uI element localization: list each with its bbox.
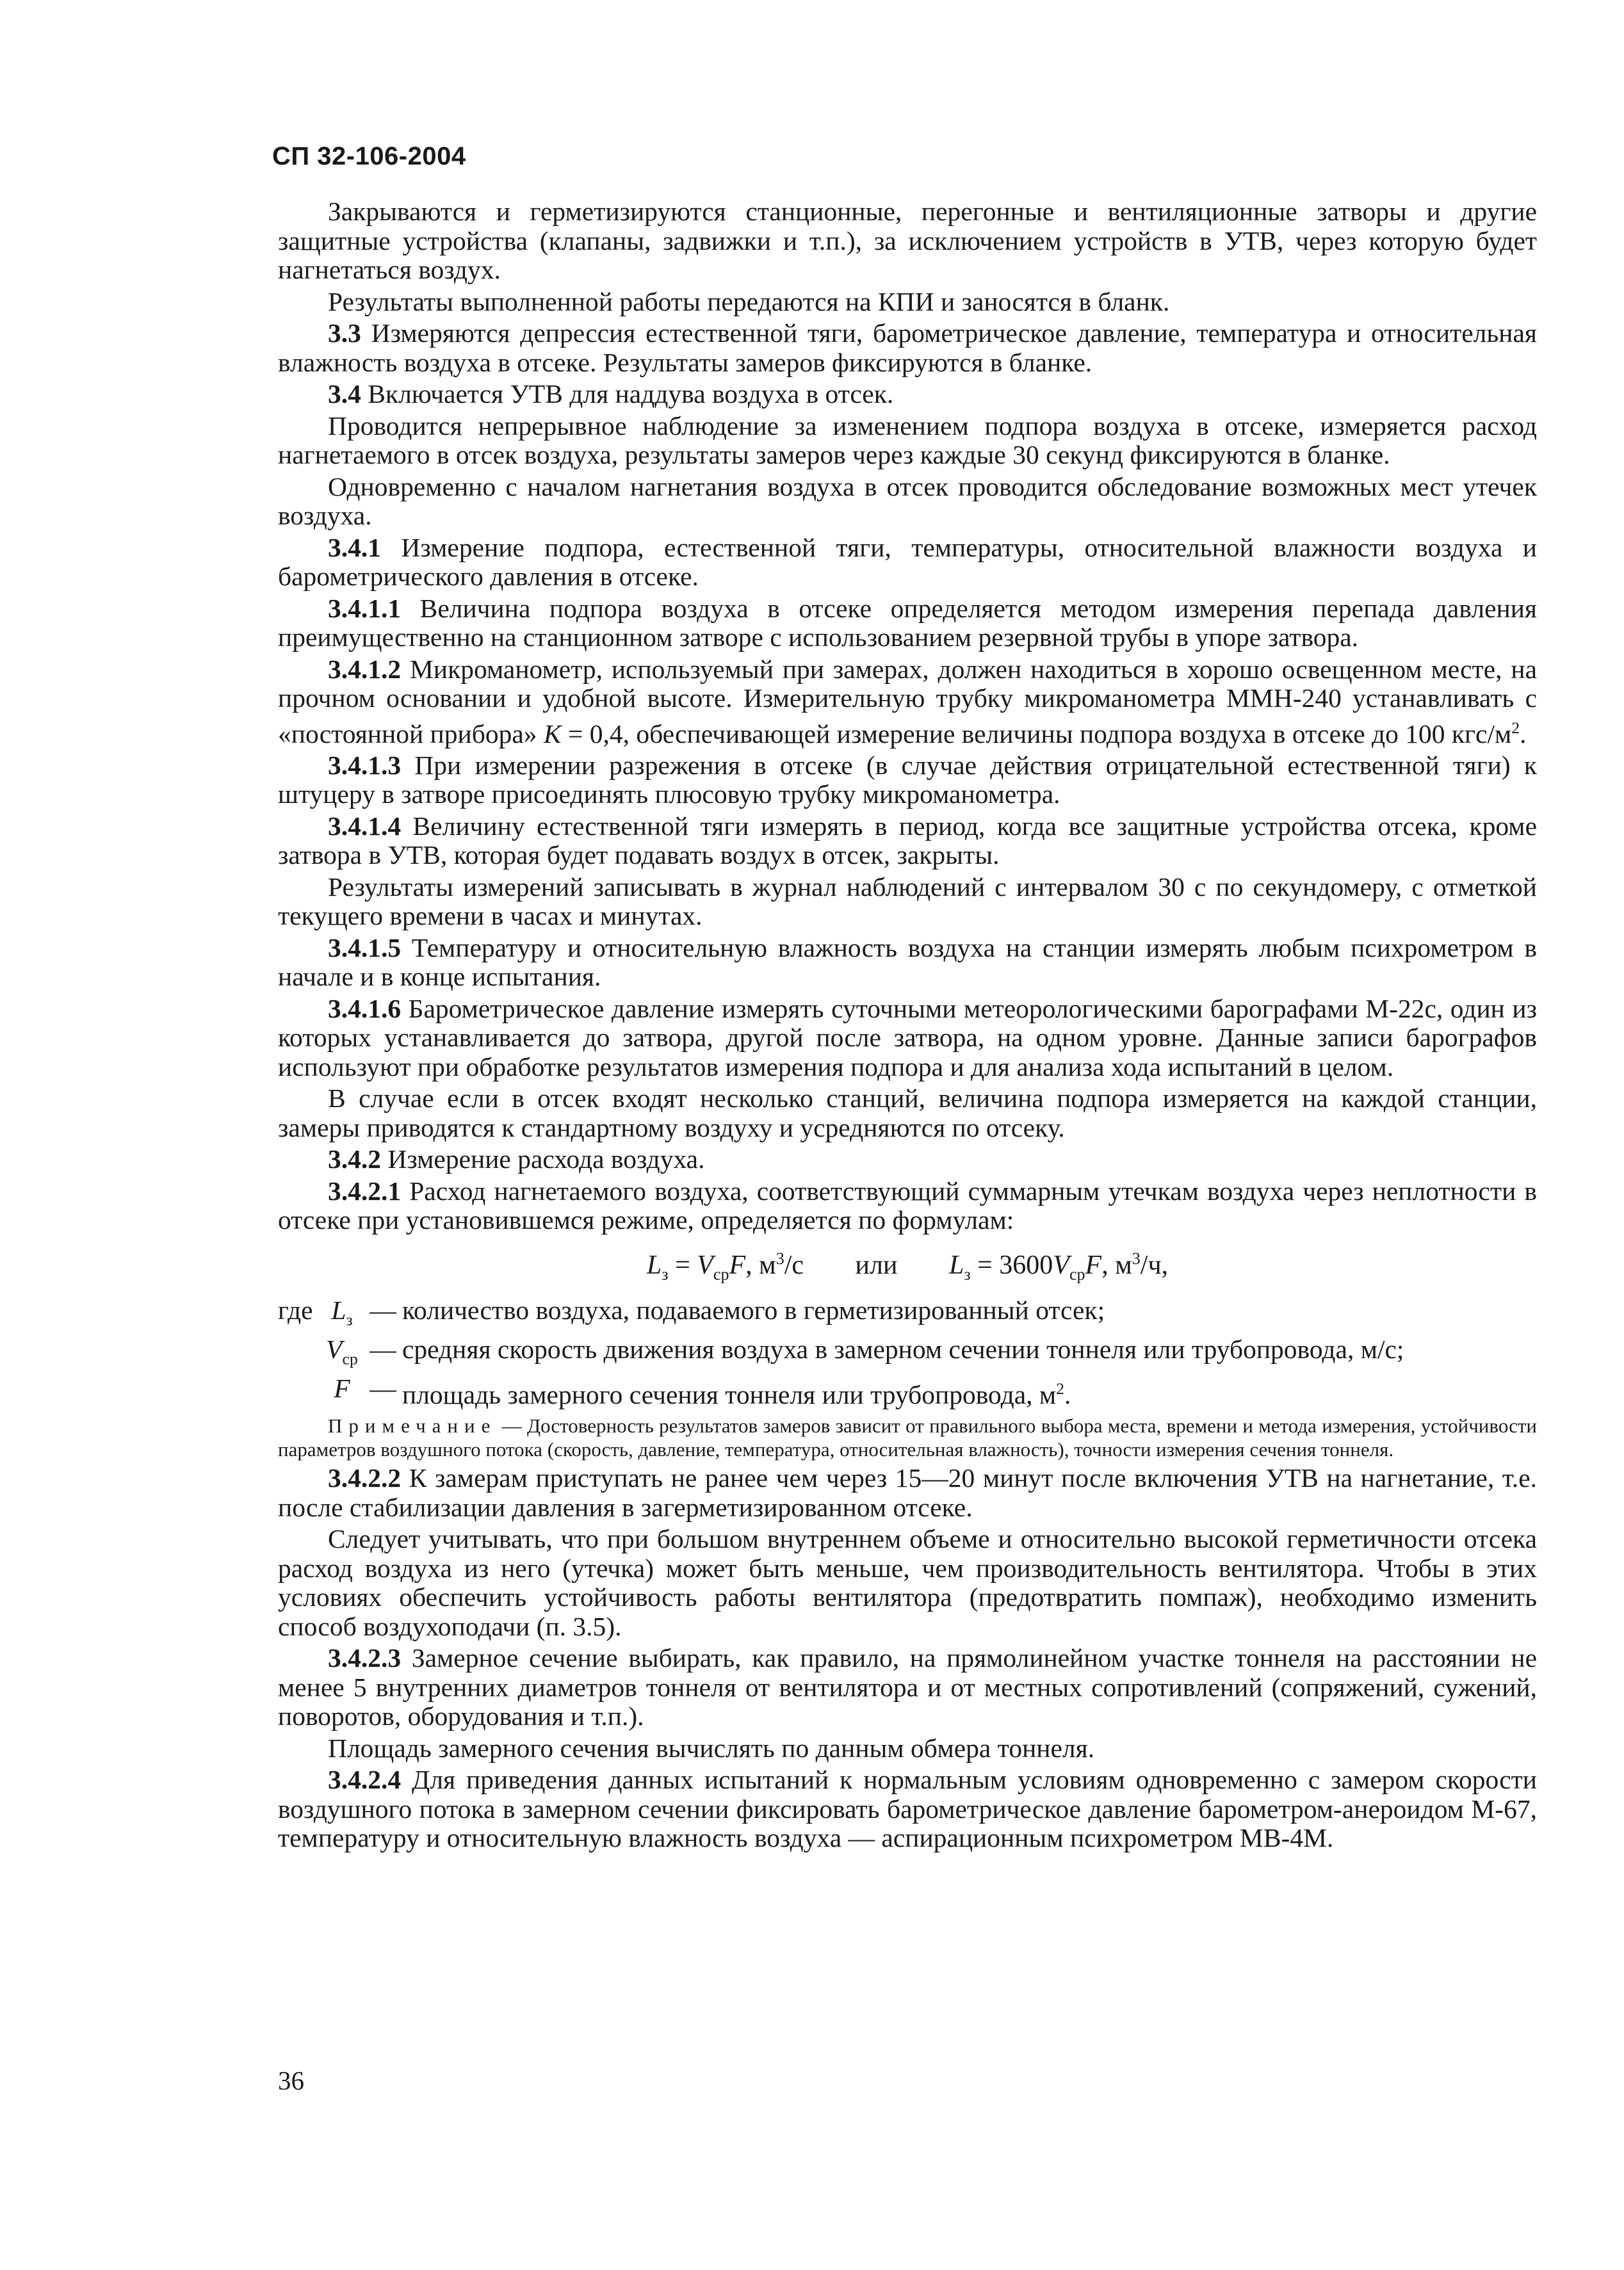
note-label: Примечание [328,1415,497,1438]
paragraph-text: Микроманометр, используемый при замерах, должен находиться в хорошо освещенном месте, на прочном основании и удобной высоте. Измерительную трубку микроманометра ММН-240 устанавливать с «постоянной прибора» [278,654,1537,749]
clause-number: 3.4.2.1 [328,1176,402,1206]
paragraph-text: Температуру и относительную влажность воздуха на станции измерять любым психрометром в начале и в конце испытания. [278,932,1537,992]
paragraph [278,1525,1537,1641]
clause-number: 3.4.1.4 [328,811,402,841]
clause-3-4-1-3 [278,751,1537,809]
symbol-l: L [646,1250,662,1280]
clause-number: 3.4.1.2 [328,654,402,684]
formula-unit: /ч, [1140,1250,1169,1280]
paragraph-text: Замерное сечение выбирать, как правило, на прямолинейном участке тоннеля на расстоянии не менее 5 внутренних диаметров тоннеля от вентилятора и от местных сопротивлений (сопряжений, сужений, поворотов, оборудования и т.п.). [278,1643,1537,1731]
clause-3-4-2-3 [278,1644,1537,1731]
paragraph-text: При измерении разрежения в отсеке (в случае действия отрицательной естественной тяги) к штуцеру в затворе присоединять плюсовую трубку микроманометра. [278,750,1537,809]
legend-dash: — [369,1374,396,1404]
clause-3-4-2 [278,1145,1537,1174]
paragraph-text: Расход нагнетаемого воздуха, соответствующий суммарным утечкам воздуха через неплотности в отсеке при установившемся режиме, определяется по формулам: [278,1176,1537,1235]
clause-3-4-1-2 [278,655,1537,749]
paragraph-text: Одновременно с началом нагнетания воздуха в отсек проводится обследование возможных мест утечек воздуха. [278,471,1537,530]
clause-number: 3.4.1.1 [328,593,402,623]
superscript: 2 [1056,1379,1065,1398]
clause-number: 3.4.1.5 [328,932,402,962]
formula-unit: , м [745,1250,776,1280]
legend-prefix: где [278,1295,313,1325]
legend-row [278,1295,1404,1334]
paragraph-text: Площадь замерного сечения вычислять по данным обмера тоннеля. [328,1733,1095,1763]
paragraph [278,412,1537,470]
paragraph-text: Результаты измерений записывать в журнал наблюдений с интервалом 30 с по секундомеру, с отметкой текущего времени в часах и минутах. [278,872,1537,931]
paragraph-text: Измерение расхода воздуха. [381,1144,705,1174]
symbol-v: V [697,1250,713,1280]
superscript: 3 [1132,1249,1141,1268]
clause-3-4-1 [278,533,1537,592]
clause-3-4-1-5 [278,934,1537,992]
formula-unit: , м [1101,1250,1132,1280]
clause-3-4-2-2 [278,1464,1537,1522]
paragraph [278,288,1537,317]
legend-text-end: . [1064,1380,1071,1410]
formula-per-second [647,1244,804,1289]
legend-text: средняя скорость движения воздуха в замерном сечении тоннеля или трубопровода, м/с; [402,1334,1404,1365]
paragraph-text: К замерам приступать не ранее чем через 15—20 минут после включения УТВ на нагнетание, т.е. после стабилизации давления в загерметизированном отсеке. [278,1463,1537,1522]
formula-operator: = [668,1250,697,1280]
superscript: 2 [1511,718,1520,737]
symbol-l: L [948,1250,964,1280]
symbol-l: L [331,1295,346,1325]
legend-dash: — [369,1295,396,1325]
subscript: ср [342,1349,358,1368]
symbol-v: V [326,1334,343,1365]
symbol-f: F [729,1250,746,1280]
symbol-f: F [1085,1250,1102,1280]
paragraph-text: В случае если в отсек входят несколько станций, величина подпора измеряется на каждой станции, замеры приводятся к стандартному воздуху и усредняются по отсеку. [278,1083,1537,1142]
subscript: з [964,1265,971,1284]
formula-legend [278,1295,1404,1410]
clause-number: 3.4.2 [328,1144,381,1174]
clause-number: 3.4.2.4 [328,1765,402,1795]
legend-symbol [320,1374,364,1410]
clause-3-4-2-1 [278,1177,1537,1235]
clause-3-4-1-6 [278,994,1537,1082]
paragraph-text: . [1520,718,1527,749]
formula-operator: = 3600 [970,1250,1053,1280]
paragraph-text: = 0,4, обеспечивающей измерение величины подпора воздуха в отсеке до 100 кгс/м [561,718,1512,749]
note [278,1414,1537,1461]
paragraph-text: Барометрическое давление измерять суточными метеорологическими барографами М-22с, один из которых устанавливается до затвора, другой после затвора, на одном уровне. Данные записи барографов используют при обработке результатов измерения подпора и для анализа хода испытаний в целом. [278,993,1537,1082]
legend-symbol [320,1334,364,1374]
paragraph [278,873,1537,931]
formula-or: или [855,1250,898,1280]
paragraph [278,1734,1537,1763]
subscript: ср [713,1265,729,1284]
clause-number: 3.3 [328,318,361,348]
paragraph-text: Величина подпора воздуха в отсеке определяется методом измерения перепада давления преимущественно на станционном затворе с использованием резервной трубы в упоре затвора. [278,593,1537,652]
paragraph-text: Включается УТВ для наддува воздуха в отсек. [361,379,894,409]
legend-dash: — [369,1334,396,1365]
paragraph-text: Закрываются и герметизируются станционные, перегонные и вентиляционные затворы и другие защитные устройства (клапаны, задвижки и т.п.), за исключением устройств в УТВ, через которую будет нагнетаться воздух. [278,197,1537,284]
clause-number: 3.4 [328,379,361,409]
paragraph-text: Результаты выполненной работы передаются на КПИ и заносятся в бланк. [328,286,1170,316]
clause-3-4 [278,380,1537,409]
paragraph-text: Величину естественной тяги измерять в период, когда все защитные устройства отсека, кроме затвора в УТВ, которая будет подавать воздух в отсек, закрыты. [278,811,1537,870]
clause-number: 3.4.1.6 [328,993,402,1023]
paragraph-text: Измеряются депрессия естественной тяги, барометрическое давление, температура и относительная влажность воздуха в отсеке. Результаты замеров фиксируются в бланке. [278,318,1537,377]
page-number: 36 [278,2066,304,2095]
paragraph [278,473,1537,531]
legend-text: количество воздуха, подаваемого в герметизированный отсек; [402,1295,1105,1325]
paragraph [278,1084,1537,1142]
clause-3-3 [278,319,1537,377]
clause-3-4-1-4 [278,812,1537,870]
document-body [278,197,1537,1856]
legend-row [278,1374,1404,1410]
clause-3-4-1-1 [278,594,1537,653]
document-code-header: СП 32-106-2004 [272,142,466,170]
superscript: 3 [775,1249,784,1268]
formula-unit: /с [784,1250,804,1280]
airflow-formula [278,1244,1537,1289]
clause-number: 3.4.2.2 [328,1463,402,1493]
legend-text-body: площадь замерного сечения тоннеля или трубопровода, м [402,1380,1057,1410]
paragraph [278,197,1537,285]
legend-symbol [320,1295,364,1334]
variable-k: K [543,718,562,749]
symbol-v: V [1053,1250,1069,1280]
legend-text [402,1374,1404,1410]
note-text: — Достоверность результатов замеров зависит от правильного выбора места, времени и метода измерения, устойчивости параметров воздушного потока (скорость, давление, температура, относительная влажность), точности измерения сечения тоннеля. [278,1415,1537,1461]
symbol-f: F [334,1374,350,1404]
subscript: з [346,1310,353,1329]
clause-3-4-2-4 [278,1765,1537,1853]
subscript: ср [1069,1265,1085,1284]
clause-number: 3.4.2.3 [328,1643,402,1673]
paragraph-text: Измерение подпора, естественной тяги, температуры, относительной влажности воздуха и барометрического давления в отсеке. [278,532,1537,591]
formula-per-hour [949,1244,1168,1289]
paragraph-text: Проводится непрерывное наблюдение за изменением подпора воздуха в отсеке, измеряется расход нагнетаемого в отсек воздуха, результаты замеров через каждые 30 секунд фиксируются в бланке. [278,410,1537,469]
clause-number: 3.4.1 [328,532,381,562]
subscript: з [662,1265,669,1284]
paragraph-text: Для приведения данных испытаний к нормальным условиям одновременно с замером скорости воздушного потока в замерном сечении фиксировать барометрическое давление барометром-анероидом М-67, температуру и относительную влажность воздуха — аспирационным психрометром МВ-4М. [278,1765,1537,1853]
legend-row [278,1334,1404,1374]
paragraph-text: Следует учитывать, что при большом внутреннем объеме и относительно высокой герметичности отсека расход воздуха из него (утечка) может быть меньше, чем производительность вентилятора. Чтобы в этих условиях обеспечить устойчивость работы вентилятора (предотвратить помпаж), необходимо изменить способ воздухоподачи (п. 3.5). [278,1524,1537,1641]
clause-number: 3.4.1.3 [328,750,402,780]
